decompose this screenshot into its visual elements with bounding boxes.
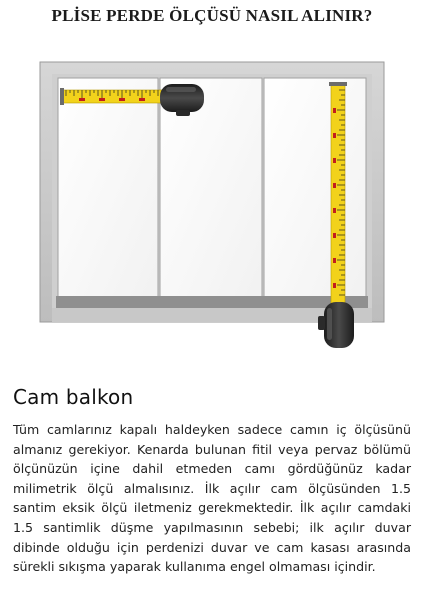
vertical-tape-case-highlight [327,308,332,340]
horizontal-tape-hook [60,88,64,105]
vertical-tape-clip [318,316,325,330]
window-measurement-illustration [0,40,424,380]
vertical-tape-hook [329,82,347,86]
window-bottom-rail [56,296,368,308]
vertical-tape-blade [331,84,345,312]
page-title: PLİSE PERDE ÖLÇÜSÜ NASIL ALINIR? [51,6,373,25]
horizontal-tape-case-highlight [166,87,196,92]
horizontal-tape-clip [176,110,190,116]
glass-pane-2 [160,78,262,312]
section-heading: Cam balkon [13,385,134,409]
glass-pane-1 [58,78,158,312]
glass-pane-3 [264,78,366,312]
instruction-paragraph: Tüm camlarınız kapalı haldeyken sadece camın iç ölçüsünü almanız gerekiyor. Kenarda bulunan fitil veya pervaz bölümü ölçünüzün içine dahil etmeden camı gördüğünüz kadar milimetrik ölçü almalısınız. İlk açılır cam ölçüsünden 1.5 santim eksik ölçü iletmeniz gerekmektedir. İlk açılır camdaki 1.5 santimlik düşme yapılmasının sebebi; ilk açılır duvar dibinde olduğu için perdenizi duvar ve cam kasası arasında sürekli sıkışma yaparak kullanıma engel olmaması içindir. [13,422,411,575]
